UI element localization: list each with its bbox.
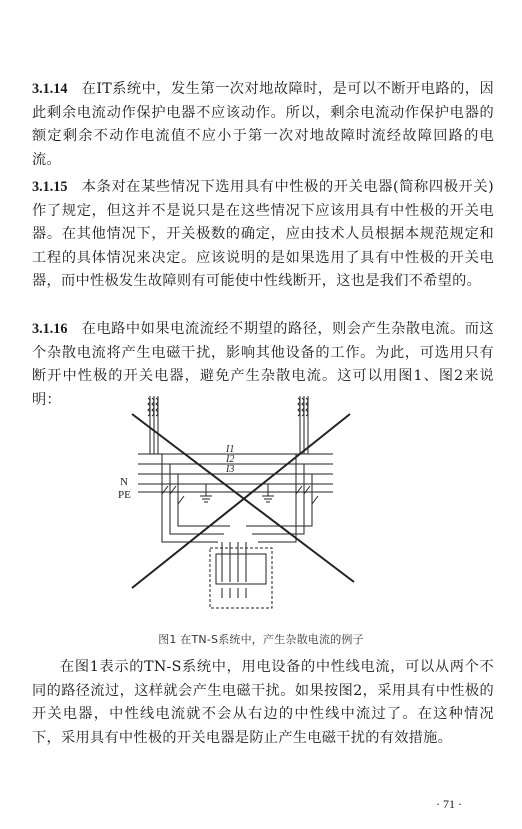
cross-out-mark: [132, 414, 354, 588]
load-device: [216, 554, 266, 584]
left-earth-symbol: [200, 484, 212, 502]
clause-text: 在电路中如果电流流经不期望的路径，则会产生杂散电流。而这个杂散电流将产生电磁干扰，影响其他设备的工作。为此，可选用只有断开中性极的开关电器，避免产生杂散电流。这可以用图1、图2来说明：: [32, 321, 494, 408]
explanation-paragraph: 在图1表示的TN-S系统中，用电设备的中性线电流，可以从两个不同的路径流过，这样就会产生电磁干扰。如果按图2，采用具有中性极的开关电器，中性线电流就不会从右边的中性线中流过了。在这种情况下，采用具有中性极的开关电器是防止产生电磁干扰的有效措施。: [32, 659, 494, 746]
clause-number: 3.1.15: [32, 179, 68, 195]
clause-number: 3.1.16: [32, 321, 68, 337]
pe-label: PE: [118, 489, 131, 501]
n-label: N: [120, 476, 128, 488]
right-transformer-coils: [298, 398, 308, 416]
load-terminals: [222, 588, 246, 598]
figure-caption: 图1 在TN-S系统中，产生杂散电流的例子: [158, 633, 364, 646]
clause-text: 在IT系统中，发生第一次对地故障时，是可以不断开电路的，因此剩余电流动作保护电器不应该动作。所以，剩余电流动作保护电器的额定剩余不动作电流值不应小于第一次对地故障时流经故障回路的电流。: [32, 81, 494, 168]
page-number: · 71 ·: [436, 797, 462, 811]
right-switch-contacts: [296, 486, 318, 504]
clause-3-1-14: [32, 78, 494, 172]
current-label-1: I1: [226, 444, 235, 455]
current-label-3: I3: [226, 464, 235, 475]
left-transformer-coils: [148, 398, 158, 416]
current-label-2: I2: [226, 454, 235, 465]
figure-1-diagram: [118, 392, 368, 622]
clause-3-1-15: [32, 176, 494, 294]
circuit-diagram: [118, 392, 368, 622]
load-enclosure: [210, 548, 272, 608]
clause-number: 3.1.14: [32, 81, 68, 97]
right-feeders: [246, 494, 312, 542]
left-switch-contacts: [162, 486, 184, 504]
clause-text: 本条对在某些情况下选用具有中性极的开关电器(简称四极开关)作了规定，但这并不是说只是在这些情况下应该用具有中性极的开关电器。在其他情况下，开关极数的确定，应由技术人员根据本规范规定和工程的具体情况来决定。应该说明的是如果选用了具有中性极的开关电器，而中性极发生故障则有可能使中性线断开，这也是我们不希望的。: [32, 179, 494, 289]
right-earth-symbol: [262, 484, 274, 502]
